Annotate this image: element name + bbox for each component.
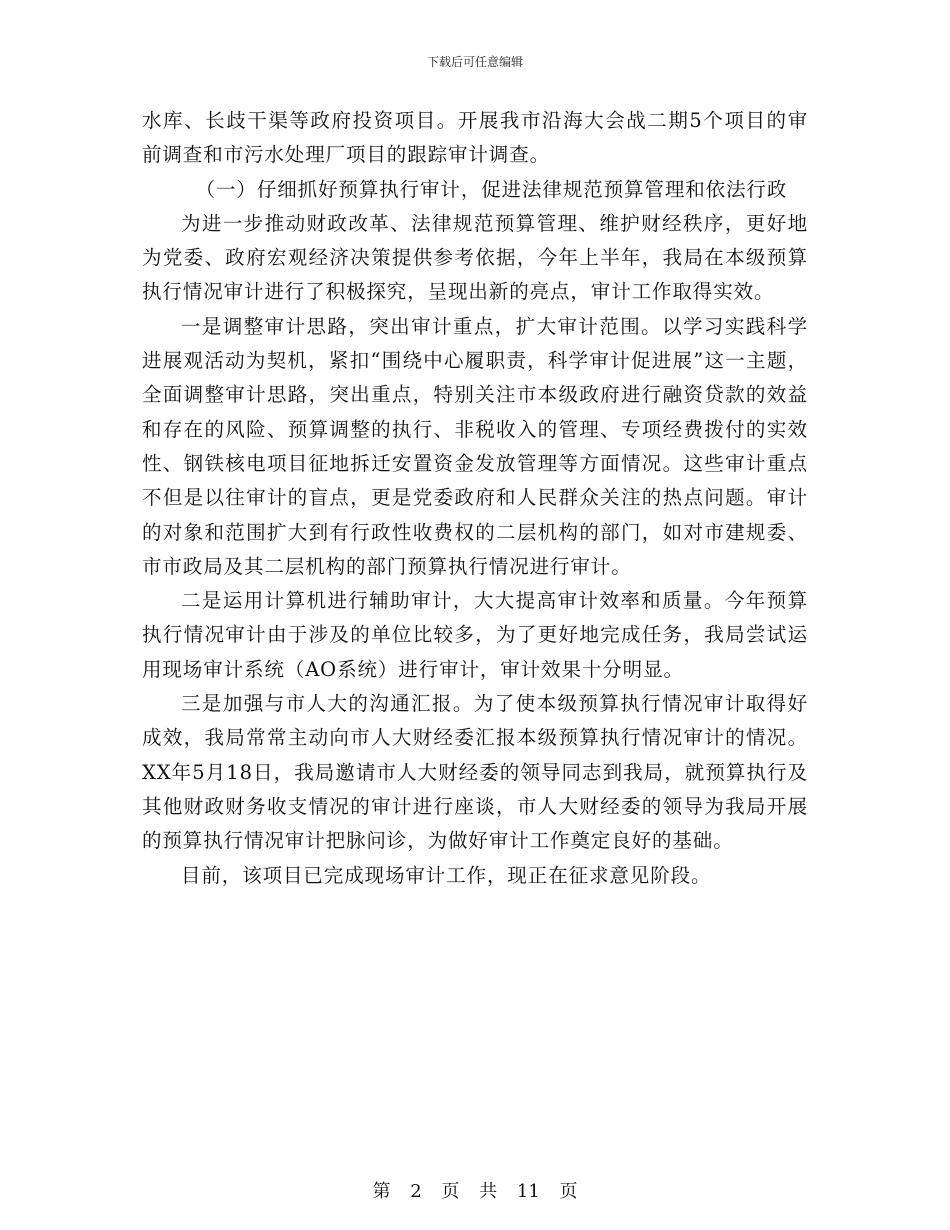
paragraph-point-two: 二是运用计算机进行辅助审计，大大提高审计效率和质量。今年预算执行情况审计由于涉及的单位比较多，为了更好地完成任务，我局尝试运用现场审计系统（AO系统）进行审计，审计效果十分明显。 [142,589,808,681]
paragraph-intro: 为进一步推动财政改革、法律规范预算管理、维护财经秩序，更好地为党委、政府宏观经济决策提供参考依据，今年上半年，我局在本级预算执行情况审计进行了积极探究，呈现出新的亮点，审计工作取得实效。 [142,211,808,304]
document-body [142,104,808,893]
page-number-footer [0,1180,950,1204]
total-page-count: 11 [516,1181,540,1202]
paragraph-continuation: 水库、长歧干渠等政府投资项目。开展我市沿海大会战二期5个项目的审前调查和市污水处理厂项目的跟踪审计调查。 [142,109,808,167]
page-header-note: 下载后可任意编辑 [426,55,523,69]
paragraph-status: 目前，该项目已完成现场审计工作，现正在征求意见阶段。 [181,863,712,887]
footer-total-word: 共 [479,1181,498,1202]
current-page-number: 2 [410,1181,422,1202]
footer-suffix: 页 [559,1181,578,1202]
footer-prefix: 第 [372,1181,391,1202]
section-heading: （一）仔细抓好预算执行审计，促进法律规范预算管理和依法行政 [195,177,788,201]
footer-page-word: 页 [441,1181,460,1202]
paragraph-point-three: 三是加强与市人大的沟通汇报。为了使本级预算执行情况审计取得好成效，我局常常主动向市人大财经委汇报本级预算执行情况审计的情况。XX年5月18日，我局邀请市人大财经委的领导同志到我局，就预算执行及其他财政财务收支情况的审计进行座谈，市人大财经委的领导为我局开展的预算执行情况审计把脉问诊，为做好审计工作奠定良好的基础。 [142,692,808,853]
paragraph-point-one: 一是调整审计思路，突出审计重点，扩大审计范围。以学习实践科学进展观活动为契机，紧扣“围绕中心履职责，科学审计促进展”这一主题，全面调整审计思路，突出重点，特别关注市本级政府进行融资贷款的效益和存在的风险、预算调整的执行、非税收入的管理、专项经费拨付的实效性、钢铁核电项目征地拆迁安置资金发放管理等方面情况。这些审计重点不但是以往审计的盲点，更是党委政府和人民群众关注的热点问题。审计的对象和范围扩大到有行政性收费权的二层机构的部门，如对市建规委、市市政局及其二层机构的部门预算执行情况进行审计。 [142,314,808,578]
